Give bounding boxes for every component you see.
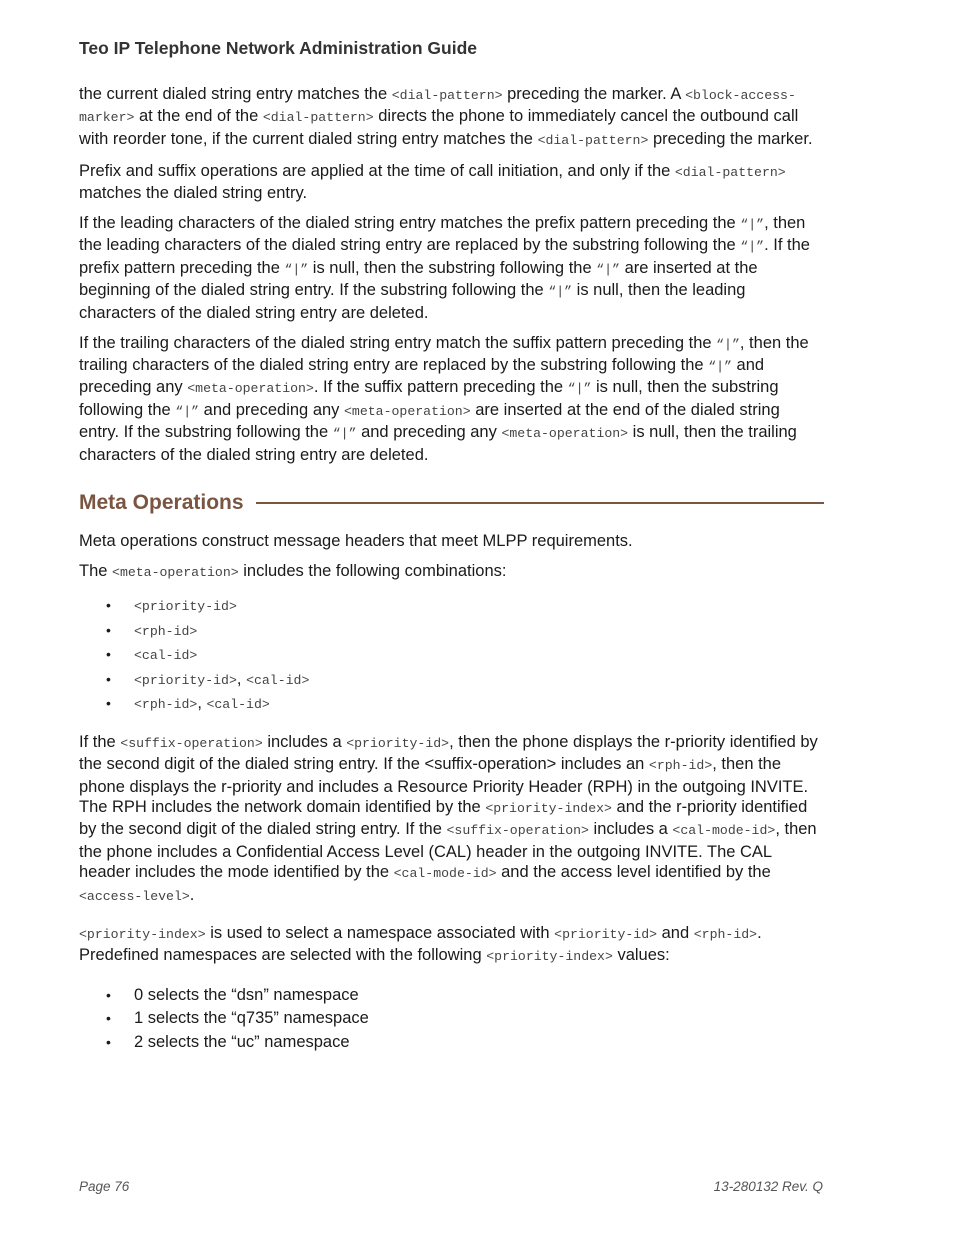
code-term: <priority-id> bbox=[134, 672, 237, 688]
page-number: Page 76 bbox=[79, 1179, 130, 1194]
text: and preceding any bbox=[199, 400, 345, 419]
text: includes the following combinations: bbox=[238, 562, 507, 581]
section-title: Meta Operations bbox=[79, 491, 244, 514]
bullet-icon: • bbox=[106, 1010, 111, 1027]
code-term: <dial-pattern> bbox=[262, 110, 374, 126]
text: matches the dialed string entry. bbox=[79, 184, 308, 203]
page-body bbox=[79, 84, 824, 1070]
text: is null, then the substring following the bbox=[79, 378, 779, 419]
text: and bbox=[657, 923, 694, 942]
bullet-icon: • bbox=[106, 670, 111, 687]
code-term: <priority-index> bbox=[485, 800, 612, 816]
bullet-icon: • bbox=[106, 621, 111, 638]
text: is null, then the trailing characters of the dialed string entry are deleted. bbox=[79, 423, 797, 464]
paragraph-suffix-operation bbox=[79, 732, 824, 907]
text: are inserted at the end of the dialed string entry. If the substring following the bbox=[79, 400, 780, 442]
code-term: <priority-index> bbox=[79, 926, 206, 942]
bullet-icon: • bbox=[106, 986, 111, 1003]
code-term: “|” bbox=[284, 261, 309, 277]
running-header: Teo IP Telephone Network Administration Guide bbox=[79, 38, 478, 58]
code-term: <cal-id> bbox=[134, 648, 198, 664]
code-term: <rph-id> bbox=[648, 758, 713, 774]
bullet-icon: • bbox=[106, 597, 111, 614]
code-term: <meta-operation> bbox=[501, 426, 629, 442]
code-term: <cal-id> bbox=[246, 672, 310, 688]
code-term: <meta-operation> bbox=[187, 381, 314, 397]
text: preceding the marker. bbox=[648, 129, 813, 148]
document-number: 13-280132 Rev. Q bbox=[713, 1179, 823, 1194]
list-item bbox=[79, 642, 824, 667]
separator: , bbox=[236, 669, 247, 688]
code-term: “|” bbox=[708, 358, 732, 374]
paragraph-meta-intro bbox=[79, 531, 824, 551]
text: . If the suffix pattern preceding the bbox=[313, 378, 568, 397]
list-item bbox=[79, 593, 824, 618]
code-term: <block-access-marker> bbox=[79, 88, 796, 126]
text: The bbox=[79, 562, 113, 581]
separator: , bbox=[197, 694, 207, 713]
bullet-icon: • bbox=[106, 1033, 111, 1050]
code-term: “|” bbox=[332, 426, 357, 442]
code-term: “|” bbox=[740, 239, 765, 255]
text: If the leading characters of the dialed string entry matches the prefix pattern preceding the bbox=[79, 214, 741, 233]
section-heading bbox=[79, 493, 824, 513]
paragraph-prefix-suffix bbox=[79, 161, 824, 204]
text: is null, then the leading characters of the dialed string entry are deleted. bbox=[79, 281, 746, 322]
code-term: <suffix-operation> bbox=[120, 735, 263, 751]
text: , then the trailing characters of the dialed string entry are replaced by the substring following the bbox=[79, 333, 809, 374]
code-term: <priority-id> bbox=[554, 926, 658, 942]
text: and preceding any bbox=[356, 423, 502, 442]
code-term: <access-level> bbox=[79, 888, 190, 904]
text: includes a bbox=[262, 732, 347, 751]
text: is null, then the substring following the bbox=[308, 258, 597, 277]
code-term: <rph-id> bbox=[134, 623, 198, 639]
code-term: “|” bbox=[740, 217, 765, 233]
text: values: bbox=[612, 946, 670, 965]
text: includes a bbox=[588, 820, 673, 839]
code-term: “|” bbox=[596, 261, 620, 277]
paragraph-priority-index bbox=[79, 923, 824, 968]
code-term: <meta-operation> bbox=[344, 403, 471, 419]
list-item bbox=[79, 984, 824, 1008]
list-item bbox=[79, 691, 824, 716]
code-term: <dial-pattern> bbox=[674, 164, 786, 180]
text: . If the prefix pattern preceding the bbox=[79, 236, 810, 277]
code-term: <priority-id> bbox=[134, 599, 237, 615]
list-item-text: 1 selects the “q735” namespace bbox=[134, 1009, 369, 1028]
paragraph-trailing-chars bbox=[79, 333, 824, 465]
text: , then the leading characters of the dialed string entry are replaced by the substring following the bbox=[79, 214, 806, 255]
code-term: <cal-mode-id> bbox=[393, 866, 497, 882]
text: the current dialed string entry matches the bbox=[79, 85, 392, 103]
text: If the trailing characters of the dialed string entry match the suffix pattern preceding the bbox=[79, 333, 717, 352]
code-term: <dial-pattern> bbox=[537, 132, 649, 148]
code-term: <rph-id> bbox=[693, 926, 758, 942]
code-term: <priority-index> bbox=[486, 949, 613, 965]
paragraph-block-marker bbox=[79, 84, 824, 151]
code-term: <cal-mode-id> bbox=[672, 823, 776, 839]
code-term: <rph-id> bbox=[134, 697, 198, 713]
text: , then the phone displays the r-priority identified by the second digit of the dialed string entry. If the <suffix-operation> includes an bbox=[79, 732, 818, 774]
list-item-text: 0 selects the “dsn” namespace bbox=[134, 985, 359, 1004]
code-term: “|” bbox=[548, 284, 573, 300]
text: , then the phone displays the r-priority and includes a Resource Priority Header (RPH) in the outgoing INVITE. The RPH includes the network domain identified by the bbox=[79, 755, 809, 816]
meta-operation-list bbox=[79, 593, 824, 716]
text: and the access level identified by the bbox=[496, 863, 771, 882]
list-item bbox=[79, 1031, 824, 1055]
text: and preceding any bbox=[79, 355, 765, 397]
text: at the end of the bbox=[134, 107, 263, 126]
heading-rule bbox=[256, 502, 824, 504]
bullet-icon: • bbox=[106, 646, 111, 663]
text: Prefix and suffix operations are applied at the time of call initiation, and only if the bbox=[79, 161, 675, 180]
text: is used to select a namespace associated with bbox=[205, 923, 555, 942]
paragraph-meta-combinations bbox=[79, 561, 824, 583]
list-item bbox=[79, 667, 824, 692]
text: . Predefined namespaces are selected with the following bbox=[79, 923, 762, 965]
text: , then the phone includes a Confidential Access Level (CAL) header in the outgoing INVITE. The CAL header includes the mode identified by the bbox=[79, 820, 817, 882]
list-item bbox=[79, 618, 824, 643]
text: Meta operations construct message headers that meet MLPP requirements. bbox=[79, 532, 633, 551]
text: . bbox=[189, 885, 195, 904]
text: and the r-priority identified by the second digit of the dialed string entry. If the bbox=[79, 797, 808, 839]
text: If the bbox=[79, 732, 121, 751]
code-term: “|” bbox=[567, 381, 592, 397]
text: are inserted at the beginning of the dialed string entry. If the substring following the bbox=[79, 258, 758, 300]
code-term: “|” bbox=[716, 336, 740, 352]
text: directs the phone to immediately cancel the outbound call with reorder tone, if the current dialed string entry matches the bbox=[79, 107, 799, 148]
bullet-icon: • bbox=[106, 695, 111, 712]
text: preceding the marker. A bbox=[502, 85, 686, 103]
code-term: <dial-pattern> bbox=[391, 88, 503, 103]
code-term: <cal-id> bbox=[206, 697, 270, 713]
code-term: “|” bbox=[175, 403, 200, 419]
list-item-text: 2 selects the “uc” namespace bbox=[134, 1032, 350, 1051]
paragraph-leading-chars bbox=[79, 213, 824, 323]
code-term: <suffix-operation> bbox=[446, 823, 589, 839]
code-term: <priority-id> bbox=[346, 735, 450, 751]
namespace-list bbox=[79, 984, 824, 1055]
code-term: <meta-operation> bbox=[112, 565, 239, 581]
list-item bbox=[79, 1007, 824, 1031]
